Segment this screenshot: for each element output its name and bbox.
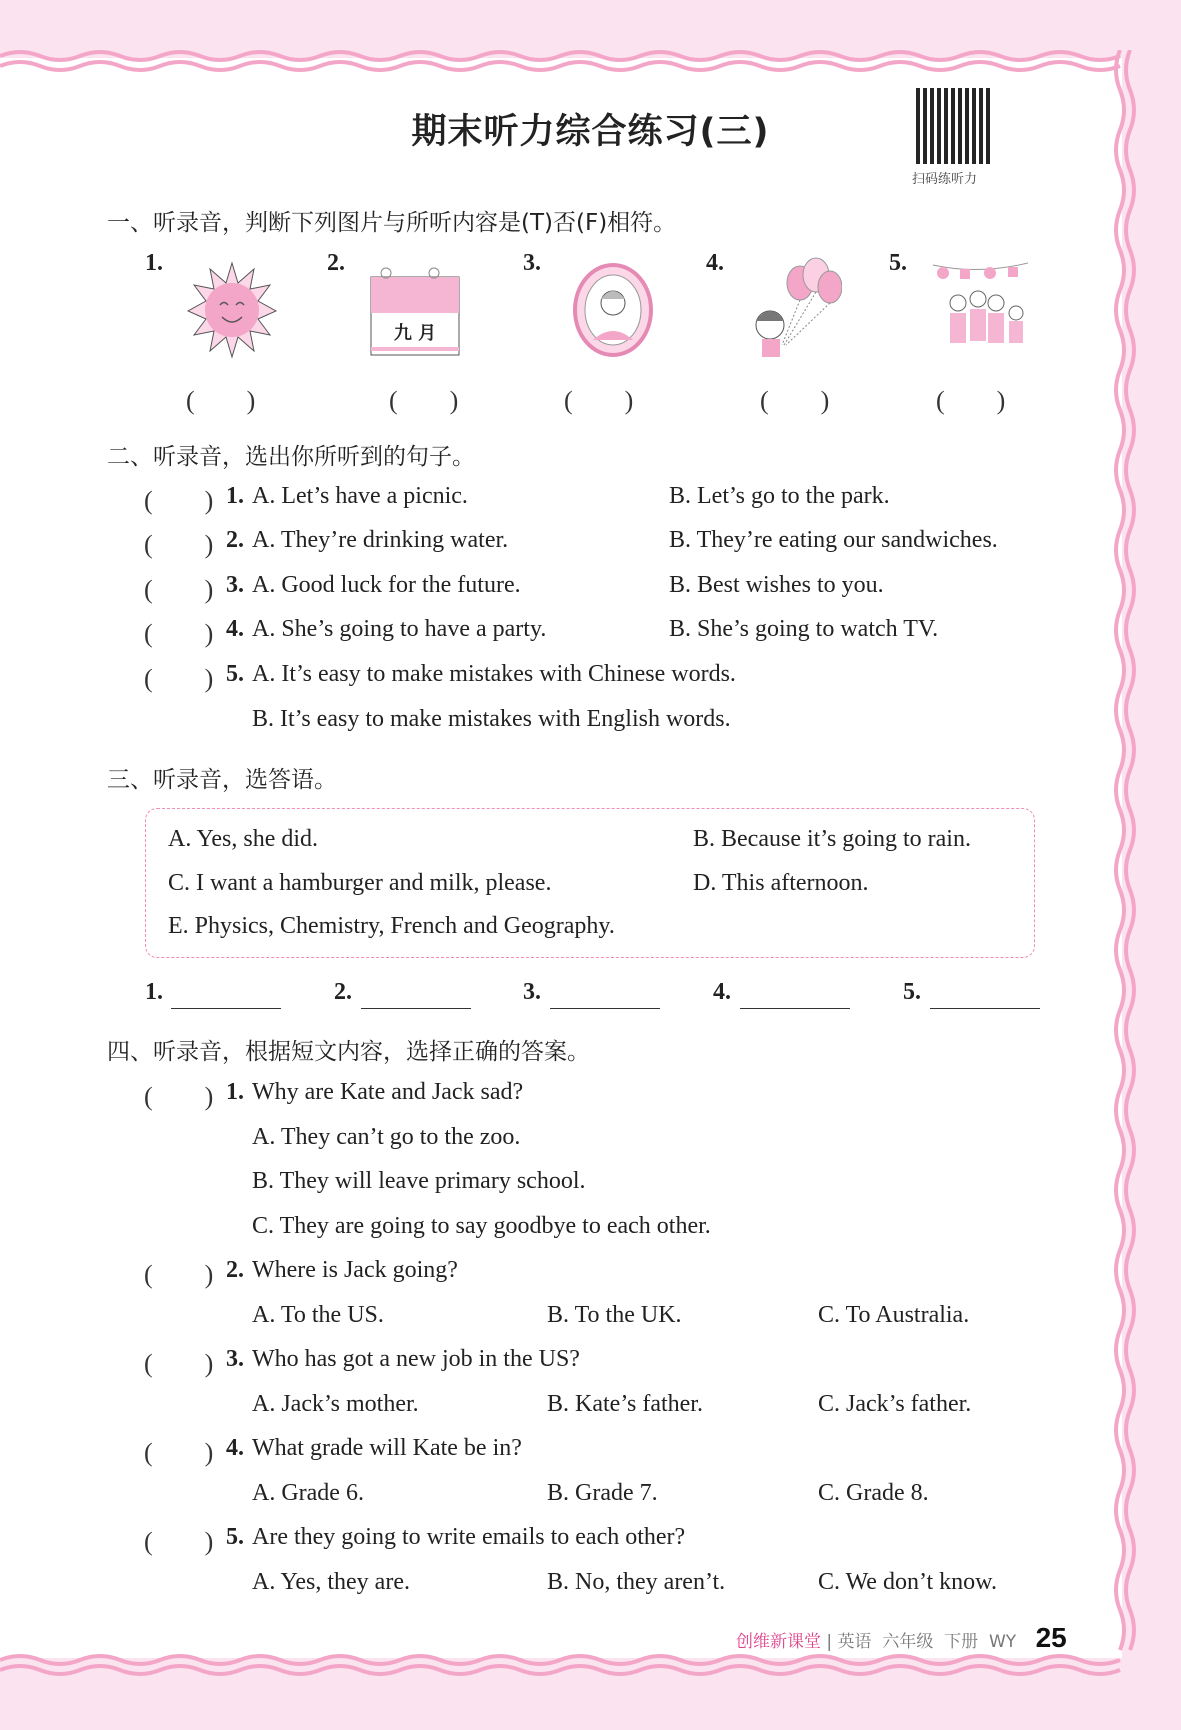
blank-label-3: 3. [523, 979, 541, 1005]
item-number: 3. [226, 572, 244, 598]
option-b: B. Kate’s father. [547, 1391, 703, 1417]
item-number: 4. [226, 616, 244, 642]
section1-heading: 一、听录音，判断下列图片与所听内容是(T)否(F)相符。 [107, 210, 677, 236]
qr-code-icon[interactable] [916, 88, 992, 164]
section4-heading: 四、听录音，根据短文内容，选择正确的答案。 [107, 1039, 590, 1065]
option-b: B. They will leave primary school. [252, 1168, 586, 1194]
option-c: C. They are going to say goodbye to each other. [252, 1213, 711, 1239]
question-number: 4. [226, 1435, 244, 1461]
option-a: A. Yes, she did. [168, 826, 319, 852]
blank-label-4: 4. [713, 979, 731, 1005]
footer [736, 1622, 1067, 1654]
qr-label: 扫码练听力 [912, 172, 978, 187]
option-b: B. Grade 7. [547, 1480, 658, 1506]
calendar-text: 九 月 [393, 323, 437, 344]
bottom-wave-border [0, 1652, 1140, 1678]
item-number: 5. [226, 661, 244, 687]
pic3-number: 3. [523, 250, 541, 276]
blank-label-2: 2. [334, 979, 352, 1005]
answer-paren[interactable]: ( ) [144, 1082, 214, 1111]
answer-paren[interactable]: ( ) [144, 1438, 214, 1467]
party-icon [928, 255, 1028, 365]
section3-heading: 三、听录音，选答语。 [107, 767, 337, 793]
portrait-icon [563, 255, 663, 365]
option-d: D. This afternoon. [693, 870, 869, 896]
option-a: A. Good luck for the future. [252, 572, 521, 598]
question-text: Are they going to write emails to each other? [252, 1524, 686, 1550]
option-a: A. To the US. [252, 1302, 384, 1328]
option-b: B. Because it’s going to rain. [693, 826, 971, 852]
option-a: A. Jack’s mother. [252, 1391, 419, 1417]
option-a: A. It’s easy to make mistakes with Chinese words. [252, 661, 736, 687]
section2-heading: 二、听录音，选出你所听到的句子。 [107, 444, 475, 470]
boy-balloons-icon [742, 255, 842, 365]
option-a: A. Yes, they are. [252, 1569, 410, 1595]
option-c: C. To Australia. [818, 1302, 970, 1328]
answer-blank-1[interactable] [171, 1008, 281, 1009]
option-a: A. She’s going to have a party. [252, 616, 547, 642]
answer-paren-1[interactable]: ( ) [186, 386, 256, 415]
answer-paren[interactable]: ( ) [144, 1527, 214, 1556]
option-b: B. They’re eating our sandwiches. [669, 527, 998, 553]
footer-separator: | [826, 1632, 833, 1652]
question-text: What grade will Kate be in? [252, 1435, 522, 1461]
pic1-number: 1. [145, 250, 163, 276]
option-b: B. No, they aren’t. [547, 1569, 726, 1595]
footer-info: 英语 六年级 下册 WY [837, 1632, 1017, 1652]
answer-paren-3[interactable]: ( ) [564, 386, 634, 415]
answer-paren[interactable]: ( ) [144, 1260, 214, 1289]
question-text: Where is Jack going? [252, 1257, 458, 1283]
page-title: 期末听力综合练习(三) [411, 112, 770, 152]
top-wave-border [0, 48, 1140, 74]
item-number: 2. [226, 527, 244, 553]
answer-paren[interactable]: ( ) [144, 575, 214, 604]
calendar-icon [366, 255, 466, 365]
option-a: A. Let’s have a picnic. [252, 483, 468, 509]
pic5-number: 5. [889, 250, 907, 276]
answer-blank-3[interactable] [550, 1008, 660, 1009]
option-b: B. To the UK. [547, 1302, 682, 1328]
option-b: B. It’s easy to make mistakes with English words. [252, 706, 731, 732]
question-number: 5. [226, 1524, 244, 1550]
sun-icon [182, 255, 282, 365]
blank-label-1: 1. [145, 979, 163, 1005]
option-a: A. Grade 6. [252, 1480, 364, 1506]
question-number: 3. [226, 1346, 244, 1372]
answer-paren[interactable]: ( ) [144, 619, 214, 648]
question-text: Why are Kate and Jack sad? [252, 1079, 524, 1105]
option-b: B. She’s going to watch TV. [669, 616, 939, 642]
option-e: E. Physics, Chemistry, French and Geography. [168, 913, 615, 939]
answer-paren-5[interactable]: ( ) [936, 386, 1006, 415]
item-number: 1. [226, 483, 244, 509]
option-c: C. I want a hamburger and milk, please. [168, 870, 552, 896]
question-text: Who has got a new job in the US? [252, 1346, 580, 1372]
answer-blank-4[interactable] [740, 1008, 850, 1009]
option-a: A. They can’t go to the zoo. [252, 1124, 521, 1150]
answer-paren-4[interactable]: ( ) [760, 386, 830, 415]
right-wave-border [1112, 50, 1138, 1670]
option-c: C. We don’t know. [818, 1569, 997, 1595]
option-b: B. Best wishes to you. [669, 572, 884, 598]
pic2-number: 2. [327, 250, 345, 276]
answer-paren[interactable]: ( ) [144, 1349, 214, 1378]
answer-paren[interactable]: ( ) [144, 664, 214, 693]
option-c: C. Grade 8. [818, 1480, 929, 1506]
answer-blank-5[interactable] [930, 1008, 1040, 1009]
brand-name: 创维新课堂 [736, 1632, 821, 1652]
pic4-number: 4. [706, 250, 724, 276]
answer-paren[interactable]: ( ) [144, 486, 214, 515]
option-a: A. They’re drinking water. [252, 527, 509, 553]
blank-label-5: 5. [903, 979, 921, 1005]
question-number: 1. [226, 1079, 244, 1105]
page-number: 25 [1035, 1622, 1067, 1653]
answer-blank-2[interactable] [361, 1008, 471, 1009]
option-c: C. Jack’s father. [818, 1391, 972, 1417]
answer-paren-2[interactable]: ( ) [389, 386, 459, 415]
answer-paren[interactable]: ( ) [144, 530, 214, 559]
question-number: 2. [226, 1257, 244, 1283]
option-b: B. Let’s go to the park. [669, 483, 890, 509]
